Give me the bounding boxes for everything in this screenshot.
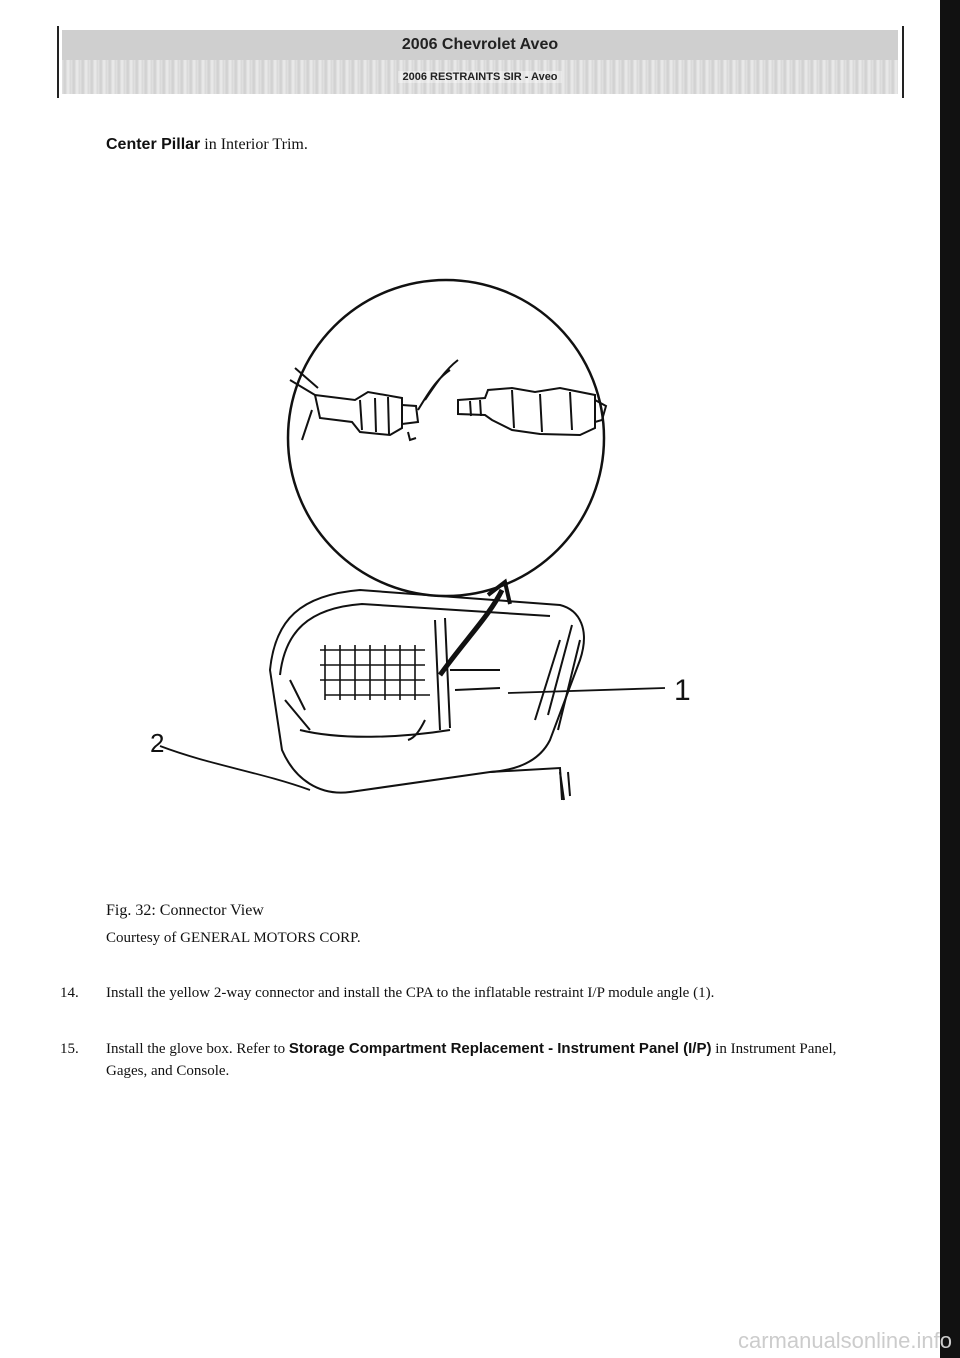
page-edge	[940, 0, 960, 1358]
cross-reference: Storage Compartment Replacement - Instrument Panel (I/P)	[288, 1040, 712, 1057]
document-title: 2006 Chevrolet Aveo	[401, 36, 559, 53]
header-title-band	[62, 30, 898, 60]
step-number: 15.	[60, 1041, 79, 1057]
intro-rest: in Interior Trim.	[200, 136, 308, 153]
watermark: carmanualsonline.info	[737, 1328, 952, 1353]
magnify-circle	[288, 280, 604, 596]
intro-text	[106, 136, 308, 154]
header-rule-left	[57, 26, 59, 98]
intro-bold-ref: Center Pillar	[106, 136, 201, 153]
header-subtitle-band	[62, 60, 898, 94]
callout-2: 2	[150, 728, 165, 758]
callout-1: 1	[674, 674, 691, 707]
figure-credit: Courtesy of GENERAL MOTORS CORP.	[106, 930, 361, 946]
step-text: Install the yellow 2-way connector and install the CPA to the inflatable restraint I/P module angle (1).	[106, 985, 715, 1001]
document-subtitle: 2006 RESTRAINTS SIR - Aveo	[398, 71, 561, 83]
step-text: Install the glove box. Refer to Storage Compartment Replacement - Instrument Panel (I/P) in Instrument Panel, Gages, and Console.	[106, 1040, 837, 1079]
step-number: 14.	[60, 985, 79, 1001]
figure-caption: Fig. 32: Connector View	[106, 902, 264, 919]
header-rule-right	[902, 26, 904, 98]
connector-view-figure	[140, 260, 700, 820]
